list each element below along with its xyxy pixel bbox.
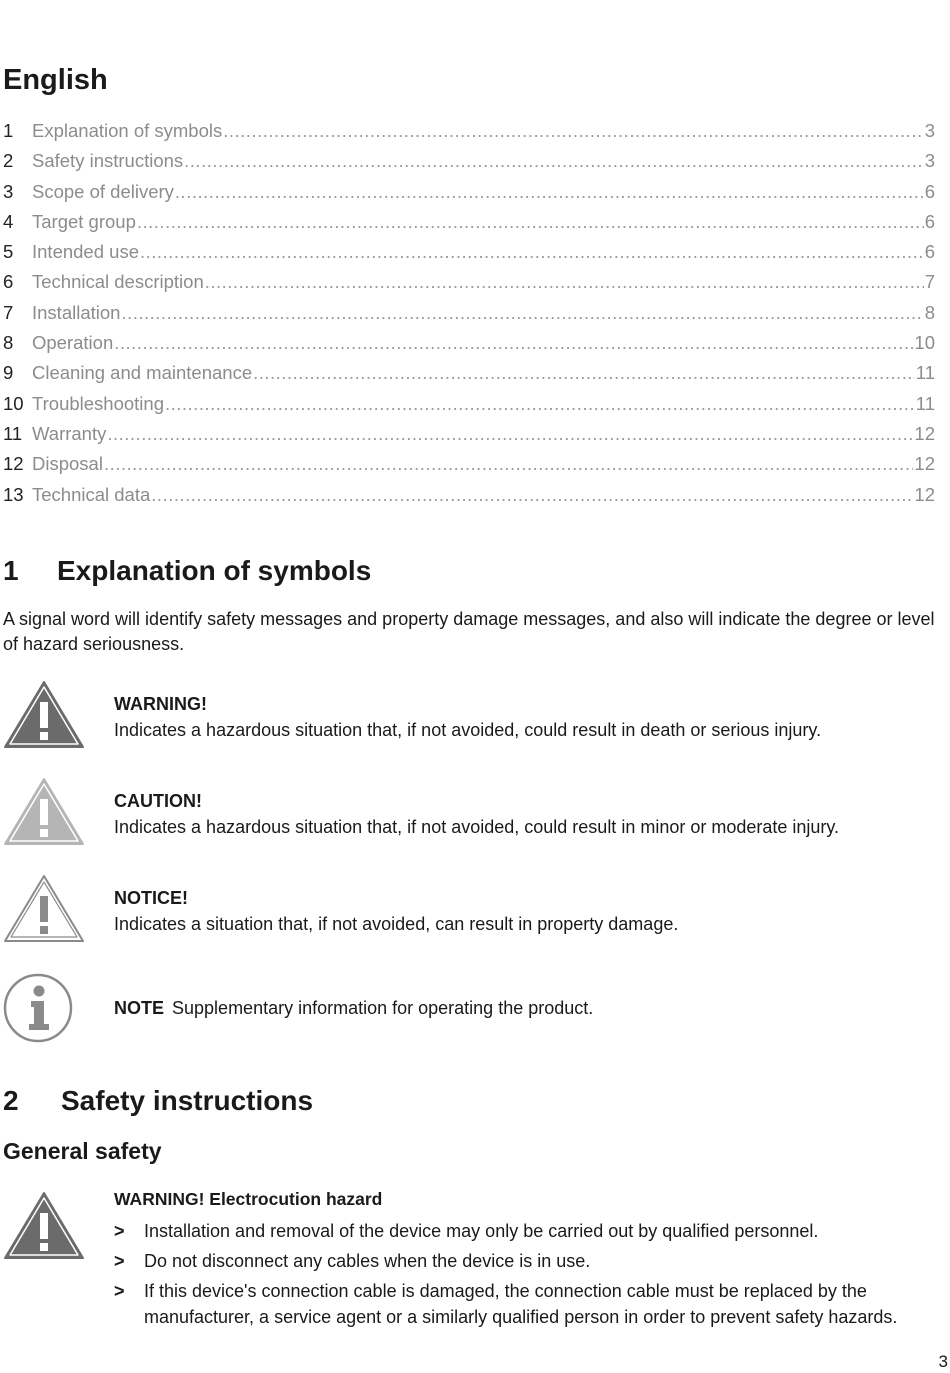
toc-leader-dots: [165, 393, 915, 415]
toc-number: 2: [3, 150, 14, 172]
toc-leader-dots: [137, 211, 924, 233]
toc-leader-dots: [107, 423, 913, 445]
table-of-contents: [3, 120, 935, 514]
toc-page: 6: [924, 241, 935, 263]
toc-entry[interactable]: [3, 484, 935, 514]
toc-title: Operation: [32, 332, 114, 354]
toc-entry[interactable]: [3, 453, 935, 483]
toc-entry[interactable]: [3, 332, 935, 362]
symbol-label: NOTICE!: [114, 888, 188, 908]
bullet-arrow-icon: >: [114, 1281, 125, 1301]
toc-page: 12: [914, 483, 935, 505]
toc-page: 11: [915, 362, 935, 384]
toc-leader-dots: [151, 484, 913, 506]
toc-leader-dots: [205, 271, 924, 293]
toc-number: 4: [3, 210, 14, 232]
toc-number: 3: [3, 180, 14, 202]
bullet-text: If this device's connection cable is damaged, the connection cable must be replaced by the manufacturer, a service agent or a similarly qualified person in order to prevent safety hazards.: [144, 1281, 898, 1327]
toc-entry[interactable]: [3, 150, 935, 180]
toc-leader-dots: [184, 150, 924, 172]
toc-title: Explanation of symbols: [32, 120, 223, 141]
toc-entry[interactable]: [3, 181, 935, 211]
symbol-description: Supplementary information for operating the product.: [172, 998, 594, 1018]
toc-page: 8: [924, 301, 935, 323]
toc-entry[interactable]: [3, 302, 935, 332]
symbol-label: WARNING!: [114, 694, 207, 714]
toc-leader-dots: [223, 120, 923, 142]
toc-title: Target group: [32, 210, 136, 232]
toc-number: 5: [3, 241, 14, 263]
toc-title: Technical description: [32, 271, 204, 293]
electrocution-warning-triangle-icon: [3, 1191, 85, 1261]
toc-leader-dots: [140, 241, 924, 263]
toc-leader-dots: [253, 362, 915, 384]
safety-bullet-list: [114, 1218, 934, 1334]
section-number: 1: [3, 555, 19, 586]
toc-entry[interactable]: [3, 120, 935, 150]
bullet-text: Do not disconnect any cables when the device is in use.: [144, 1251, 591, 1271]
symbols-intro-text: A signal word will identify safety messages and property damage messages, and also will indicate the degree or level of hazard seriousness.: [3, 609, 935, 654]
toc-leader-dots: [104, 453, 913, 475]
toc-page: 10: [914, 332, 935, 354]
toc-entry[interactable]: [3, 271, 935, 301]
toc-entry[interactable]: [3, 211, 935, 241]
list-item: [114, 1278, 934, 1330]
toc-page: 3: [924, 120, 935, 141]
toc-page: 12: [914, 453, 935, 475]
symbol-description: Indicates a hazardous situation that, if not avoided, could result in minor or moderate injury.: [114, 817, 840, 837]
toc-number: 13: [3, 483, 24, 505]
toc-title: Installation: [32, 301, 121, 323]
list-item: [114, 1218, 934, 1244]
toc-leader-dots: [121, 302, 923, 324]
toc-entry[interactable]: [3, 362, 935, 392]
toc-number: 7: [3, 301, 14, 323]
toc-number: 12: [3, 453, 24, 475]
toc-title: Disposal: [32, 453, 103, 475]
electrocution-warning-title: WARNING! Electrocution hazard: [114, 1189, 383, 1209]
toc-title: Troubleshooting: [32, 392, 164, 414]
toc-page: 6: [924, 180, 935, 202]
toc-number: 11: [3, 422, 23, 444]
toc-page: 11: [915, 392, 935, 414]
bullet-arrow-icon: >: [114, 1251, 125, 1271]
symbol-description: Indicates a situation that, if not avoided, can result in property damage.: [114, 914, 679, 934]
toc-entry[interactable]: [3, 423, 935, 453]
toc-title: Intended use: [32, 241, 139, 263]
warning-triangle-icon: [3, 680, 85, 750]
toc-entry[interactable]: [3, 393, 935, 423]
toc-title: Cleaning and maintenance: [32, 362, 253, 384]
symbol-label: NOTE: [114, 998, 165, 1018]
toc-page: 7: [924, 271, 935, 293]
toc-title: Scope of delivery: [32, 180, 174, 202]
caution-triangle-icon: [3, 777, 85, 847]
toc-number: 6: [3, 271, 14, 293]
language-heading: English: [3, 64, 108, 96]
section-heading-explanation-of-symbols: [3, 555, 371, 587]
symbol-description: Indicates a hazardous situation that, if not avoided, could result in death or serious injury.: [114, 720, 822, 740]
toc-title: Safety instructions: [32, 150, 184, 172]
toc-page: 3: [924, 150, 935, 172]
toc-number: 10: [3, 392, 24, 414]
toc-number: 8: [3, 332, 14, 354]
toc-title: Warranty: [32, 422, 107, 444]
toc-title: Technical data: [32, 483, 151, 505]
bullet-arrow-icon: >: [114, 1221, 125, 1241]
toc-number: 9: [3, 362, 14, 384]
page-number: 3: [938, 1352, 948, 1371]
toc-leader-dots: [175, 181, 924, 203]
list-item: [114, 1248, 934, 1274]
toc-entry[interactable]: [3, 241, 935, 271]
bullet-text: Installation and removal of the device may only be carried out by qualified personnel.: [144, 1221, 819, 1241]
toc-page: 6: [924, 210, 935, 232]
section-title: Safety instructions: [61, 1085, 314, 1116]
toc-page: 12: [914, 422, 935, 444]
info-circle-icon: [3, 972, 75, 1044]
section-heading-safety-instructions: [3, 1085, 313, 1117]
toc-number: 1: [3, 120, 14, 141]
section-number: 2: [3, 1085, 19, 1116]
section-title: Explanation of symbols: [57, 555, 372, 586]
subheading-general-safety: General safety: [3, 1138, 162, 1164]
notice-triangle-icon: [3, 874, 85, 944]
toc-leader-dots: [114, 332, 913, 354]
symbol-label: CAUTION!: [114, 791, 202, 811]
